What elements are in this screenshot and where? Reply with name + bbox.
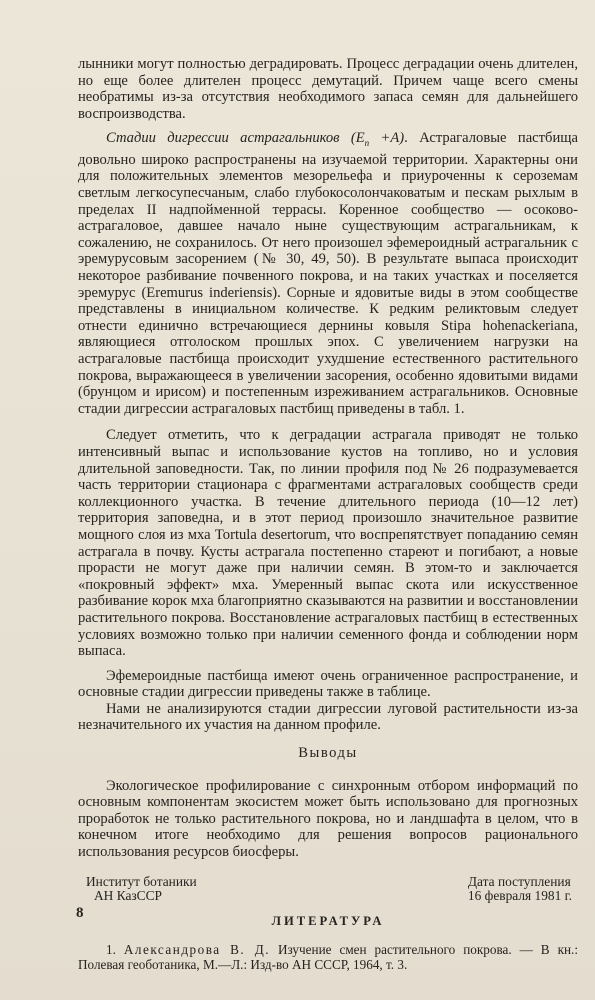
subsection-body: . Астрагаловые пастбища довольно широко распространены на изучаемой территории. Характерны они для положительных элементов мезорельефа и приуроченны к сероземам светлым легкосупесчаным, слабо глубокосолончаковатым и пескам рыхлым в пределах II надпойменной террасы. Коренное сообщество — осоково-астрагаловое, давшее начало ныне существующим астрагальникам, к сожалению, не сохранилось. От него произошел эфемероидный астрагальник с эремурусовым засорением (№ 30, 49, 50). В результате выпаса происходит некоторое разбивание почвенного покрова, и на таких участках и поселяется эремурус (Eremurus inderiensis). Сорные и ядовитые виды в этом сообществе представлены в инициальном количестве. К редким реликтовым следует отнести единично встречающиеся дернины ковыля Stipa hohenackeriana, являющиеся отголоском прошлых эпох. С увеличением нагрузки на астрагаловые пастбища происходит ухудшение естественного растительного покрова, выражающееся в увеличении засорения, особенно ядовитыми видами (брунцом и ирисом) и постепенным изреживанием астрагальников. Основные стадии дигрессии астрагаловых пастбищ приведены в табл. 1. bbox=[78, 130, 578, 417]
paragraph-degradation: Следует отметить, что к деградации астрагала приводят не только интенсивный выпас и использование кустов на топливо, но и условия длительной заповедности. Так, по линии профиля под № 26 подразумевается часть территории стационара с фрагментами астрагаловых сообществ среди коллекционного участка. В течение длительного периода (10—12 лет) территория заповедна, и в этот период произошло значительное развитие мощного слоя из мха Tortula desertorum, что воспрепятствует попаданию семян астрагала в почву. Кусты астрагала постепенно стареют и погибают, а новые прорасти не могут даже при наличии семян. В этом-то и заключается «покровный эффект» мха. Умеренный выпас скота или искусственное разбивание корок мха благоприятно сказываются на развитии и восстановлении растительного покрова. Восстановление астрагаловых пастбищ в естественных условиях возможно только при наличии семенного фонда и соблюдении норм выпаса. bbox=[78, 427, 578, 660]
page-number: 8 bbox=[76, 905, 84, 921]
article-meta bbox=[78, 875, 578, 903]
conclusions-title: Выводы bbox=[298, 745, 358, 762]
literature-title: ЛИТЕРАТУРА bbox=[271, 914, 385, 929]
reference-item: 1. Александрова В. Д. Изучение смен растительного покрова. — В кн.: Полевая геоботаника, М.—Л.: Изд-во АН СССР, 1964, т. 3. bbox=[78, 941, 578, 972]
reference-author: Александрова В. Д. bbox=[123, 941, 270, 957]
paragraph-continuation: лынники могут полностью деградировать. Процесс деградации очень длителен, но еще более длителен процесс демутаций. Причем чаще всего смены необратимы из-за отсутствия необходимого запаса семян для дальнейшего воспроизводства. bbox=[78, 56, 578, 122]
paragraph-astragalus-stages bbox=[78, 130, 578, 417]
subsection-heading: Стадии дигрессии астрагальников $(E_п +A)$ bbox=[106, 130, 405, 149]
received-date: Дата поступления 16 февраля 1981 г. bbox=[467, 873, 572, 903]
paragraph-ephemeroid: Эфемероидные пастбища имеют очень ограниченное распространение, и основные стадии дигрессии приведены также в таблице. bbox=[78, 667, 578, 701]
conclusions-text: Экологическое профилирование с синхронным отбором информаций по основным компонентам экосистем может быть использовано для прогнозных проработок не только растительного покрова, но и ландшафта в целом, что в конечном итоге необходимо для решения вопросов рационального использования ресурсов биосферы. bbox=[78, 777, 578, 861]
paragraph-meadow: Нами не анализируются стадии дигрессии луговой растительности из-за незначительного их участия на данном профиле. bbox=[78, 700, 578, 734]
affiliation: Институт ботаники АН КазССР bbox=[86, 873, 197, 903]
text-column bbox=[78, 56, 578, 972]
